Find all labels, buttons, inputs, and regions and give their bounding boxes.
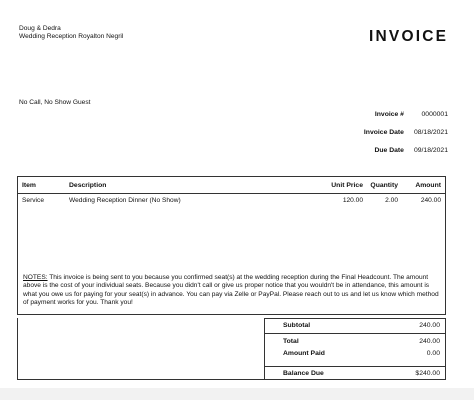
header-amount: Amount	[415, 182, 441, 189]
line-items-table	[17, 176, 446, 315]
page-bottom-edge	[0, 388, 474, 400]
cell-description: Wedding Reception Dinner (No Show)	[69, 197, 181, 204]
amount-paid-row	[265, 347, 445, 361]
cell-quantity: 2.00	[385, 197, 398, 204]
balance-due-row	[265, 366, 445, 381]
sender-block	[19, 25, 123, 42]
meta-row-invoice-date	[364, 129, 448, 147]
subtotal-value: 240.00	[419, 322, 440, 329]
totals-box	[264, 318, 446, 380]
invoice-meta	[364, 111, 448, 165]
balance-due-value: $240.00	[415, 370, 440, 377]
table-row	[18, 197, 445, 207]
meta-value: 08/18/2021	[413, 129, 448, 136]
cell-item: Service	[22, 197, 44, 204]
header-quantity: Quantity	[370, 182, 398, 189]
meta-row-invoice-number	[364, 111, 448, 129]
subtotal-label: Subtotal	[283, 322, 311, 329]
meta-value: 09/18/2021	[413, 147, 448, 154]
header-description: Description	[69, 182, 107, 189]
amount-paid-label: Amount Paid	[283, 350, 325, 357]
total-value: 240.00	[419, 338, 440, 345]
meta-label: Invoice #	[374, 111, 404, 118]
notes-label: NOTES:	[23, 274, 48, 281]
sender-names: Doug & Dedra	[19, 25, 61, 32]
subtotal-row	[265, 319, 445, 334]
notes-text: This invoice is being sent to you because you confirmed seat(s) at the wedding reception during the Final Headcount. The amount above is the cost of your individual seats. Because you didn't call or give us proper notice that you wouldn't be in attendance, this amount is what you owe us for paying for your seat(s) in advance. You can pay via Zelle or PayPal. Please reach out to us and let us know which method of payment works for you. Thank you!	[23, 274, 439, 307]
cell-amount: 240.00	[420, 197, 441, 204]
recipient-name: No Call, No Show Guest	[19, 99, 91, 106]
sender-event: Wedding Reception Royalton Negril	[19, 33, 124, 41]
total-label: Total	[283, 338, 299, 345]
totals-spacer	[17, 318, 264, 380]
invoice-title: INVOICE	[369, 28, 449, 45]
cell-unit-price: 120.00	[342, 197, 363, 204]
header-item: Item	[22, 182, 36, 189]
meta-label: Invoice Date	[363, 129, 404, 136]
meta-label: Due Date	[374, 147, 404, 154]
header-unit-price: Unit Price	[331, 182, 363, 189]
balance-due-label: Balance Due	[283, 370, 324, 377]
table-header	[18, 177, 445, 194]
amount-paid-value: 0.00	[426, 350, 440, 357]
notes	[23, 274, 443, 308]
meta-row-due-date	[364, 147, 448, 165]
meta-value: 0000001	[421, 111, 448, 118]
